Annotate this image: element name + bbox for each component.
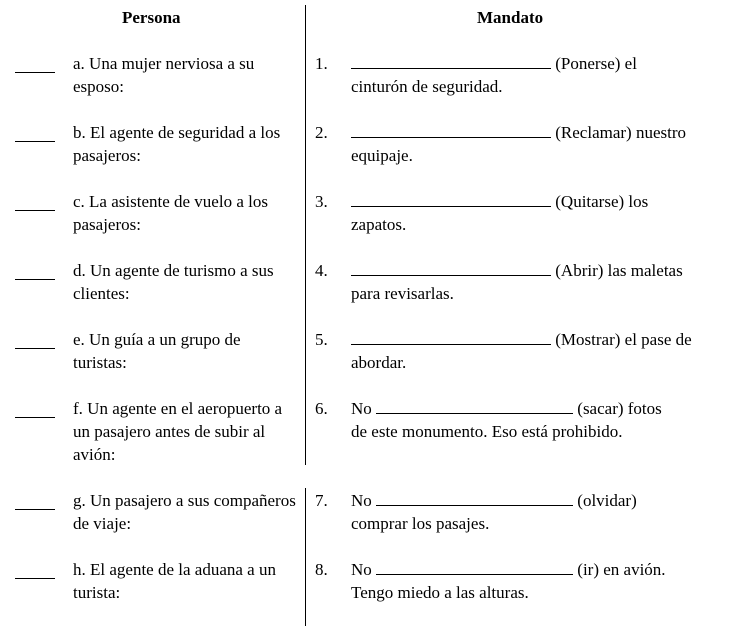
mandato-post: (Quitarse) los <box>551 192 649 211</box>
mandato-post: (Reclamar) nuestro <box>551 123 686 142</box>
mandato-post: (Mostrar) el pase de <box>551 330 692 349</box>
fill-line-6[interactable] <box>376 412 573 414</box>
mandato-number-5: 5. <box>315 330 328 349</box>
mandato-line2: cinturón de seguridad. <box>351 77 503 96</box>
answer-blank-d[interactable] <box>15 279 55 280</box>
mandato-8 <box>351 558 736 604</box>
mandato-3 <box>351 190 736 236</box>
persona-a: a. Una mujer nerviosa a su esposo: <box>73 54 255 96</box>
mandato-post: (sacar) fotos <box>573 399 662 418</box>
mandato-number-3: 3. <box>315 192 328 211</box>
fill-line-4[interactable] <box>351 274 551 276</box>
mandato-number-8: 8. <box>315 560 328 579</box>
mandato-number-6: 6. <box>315 399 328 418</box>
persona-d: d. Un agente de turismo a sus clientes: <box>73 261 274 303</box>
mandato-pre: No <box>351 491 377 510</box>
mandato-number-1: 1. <box>315 54 328 73</box>
mandato-pre: No <box>351 399 377 418</box>
mandato-post: (ir) en avión. <box>573 560 666 579</box>
mandato-line2: abordar. <box>351 353 407 372</box>
mandato-line2: zapatos. <box>351 215 407 234</box>
answer-blank-b[interactable] <box>15 141 55 142</box>
fill-line-2[interactable] <box>351 136 551 138</box>
persona-c: c. La asistente de vuelo a los pasajeros: <box>73 192 268 234</box>
mandato-5 <box>351 328 736 374</box>
mandato-1 <box>351 52 736 98</box>
mandato-line2: para revisarlas. <box>351 284 454 303</box>
answer-blank-f[interactable] <box>15 417 55 418</box>
mandato-line2: de este monumento. Eso está prohibido. <box>351 422 623 441</box>
answer-blank-a[interactable] <box>15 72 55 73</box>
persona-g: g. Un pasajero a sus compañeros de viaje: <box>73 491 296 533</box>
persona-h: h. El agente de la aduana a un turista: <box>73 560 276 602</box>
mandato-line2: Tengo miedo a las alturas. <box>351 583 529 602</box>
persona-f: f. Un agente en el aeropuerto a un pasajero antes de subir al avión: <box>73 399 283 464</box>
fill-line-3[interactable] <box>351 205 551 207</box>
mandato-7 <box>351 489 736 535</box>
answer-blank-e[interactable] <box>15 348 55 349</box>
fill-line-5[interactable] <box>351 343 551 345</box>
answer-blank-h[interactable] <box>15 578 55 579</box>
column-divider-bottom <box>305 488 306 626</box>
answer-blank-g[interactable] <box>15 509 55 510</box>
mandato-line2: comprar los pasajes. <box>351 514 490 533</box>
header-mandato: Mandato <box>477 8 544 27</box>
header-persona: Persona <box>122 8 181 27</box>
fill-line-7[interactable] <box>376 504 573 506</box>
mandato-2 <box>351 121 736 167</box>
answer-blank-c[interactable] <box>15 210 55 211</box>
fill-line-1[interactable] <box>351 67 551 69</box>
persona-b: b. El agente de seguridad a los pasajeros: <box>73 123 281 165</box>
mandato-post: (Ponerse) el <box>551 54 637 73</box>
mandato-number-2: 2. <box>315 123 328 142</box>
mandato-number-4: 4. <box>315 261 328 280</box>
mandato-post: (Abrir) las maletas <box>551 261 683 280</box>
mandato-pre: No <box>351 560 377 579</box>
mandato-6 <box>351 397 736 443</box>
mandato-number-7: 7. <box>315 491 328 510</box>
mandato-4 <box>351 259 736 305</box>
mandato-line2: equipaje. <box>351 146 413 165</box>
column-divider-top <box>305 5 306 465</box>
fill-line-8[interactable] <box>376 573 573 575</box>
mandato-post: (olvidar) <box>573 491 637 510</box>
persona-e: e. Un guía a un grupo de turistas: <box>73 330 241 372</box>
